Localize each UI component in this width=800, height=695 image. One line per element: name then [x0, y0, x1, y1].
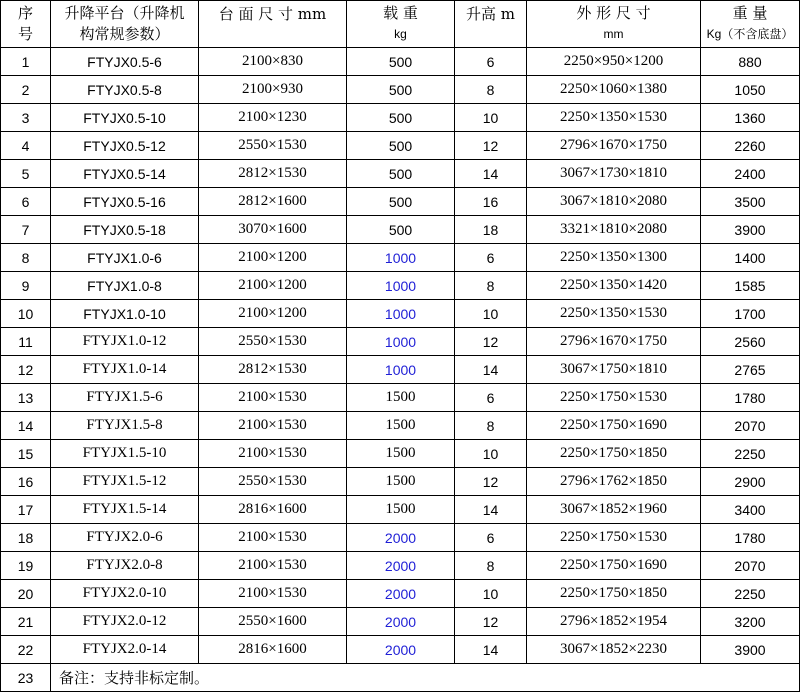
- table-row: [1, 580, 800, 608]
- header-model-line1: 升降平台（升降机: [64, 4, 185, 22]
- table-row: [1, 412, 800, 440]
- row-weight: 3400: [701, 496, 800, 524]
- header-load-line1: 载 重: [383, 4, 418, 22]
- row-height: 18: [455, 216, 527, 244]
- row-platform: 2100×830: [199, 48, 347, 76]
- row-weight: 3500: [701, 188, 800, 216]
- row-load: 1500: [347, 412, 455, 440]
- row-load: 500: [347, 160, 455, 188]
- row-load: 1500: [347, 384, 455, 412]
- header-model: [51, 1, 199, 48]
- row-model: FTYJX0.5-6: [51, 48, 199, 76]
- table-row: [1, 468, 800, 496]
- header-outer-line1: 外 形 尺 寸: [576, 4, 651, 22]
- row-outer-size: 2250×1750×1530: [527, 384, 701, 412]
- row-seq: 15: [1, 440, 51, 468]
- row-platform: 2100×1530: [199, 552, 347, 580]
- row-load: 2000: [347, 580, 455, 608]
- table-row: [1, 104, 800, 132]
- row-height: 6: [455, 244, 527, 272]
- header-load-line2: kg: [394, 27, 407, 41]
- row-model: FTYJX0.5-10: [51, 104, 199, 132]
- row-outer-size: 2250×1750×1530: [527, 524, 701, 552]
- row-height: 8: [455, 412, 527, 440]
- row-load: 500: [347, 76, 455, 104]
- row-height: 6: [455, 384, 527, 412]
- row-model: FTYJX1.5-8: [51, 412, 199, 440]
- row-outer-size: 3067×1852×2230: [527, 636, 701, 664]
- row-seq: 19: [1, 552, 51, 580]
- row-height: 12: [455, 608, 527, 636]
- row-outer-size: 3067×1852×1960: [527, 496, 701, 524]
- row-load: 1000: [347, 244, 455, 272]
- table-row: [1, 300, 800, 328]
- table-row: [1, 216, 800, 244]
- row-platform: 2816×1600: [199, 496, 347, 524]
- row-weight: 1585: [701, 272, 800, 300]
- row-outer-size: 2250×1750×1690: [527, 552, 701, 580]
- table-row: [1, 496, 800, 524]
- row-seq: 6: [1, 188, 51, 216]
- row-load: 500: [347, 104, 455, 132]
- row-height: 10: [455, 440, 527, 468]
- row-weight: 2900: [701, 468, 800, 496]
- row-seq: 7: [1, 216, 51, 244]
- row-weight: 2260: [701, 132, 800, 160]
- table-row: [1, 524, 800, 552]
- row-height: 6: [455, 524, 527, 552]
- row-seq: 16: [1, 468, 51, 496]
- row-model: FTYJX2.0-10: [51, 580, 199, 608]
- row-platform: 2550×1600: [199, 608, 347, 636]
- row-load: 500: [347, 216, 455, 244]
- table-row: [1, 132, 800, 160]
- row-model: FTYJX0.5-8: [51, 76, 199, 104]
- row-seq: 8: [1, 244, 51, 272]
- footer-note: 备注：支持非标定制。: [51, 664, 800, 692]
- table-body: [1, 48, 800, 664]
- header-weight: [701, 1, 800, 48]
- table-row: [1, 440, 800, 468]
- row-platform: 2100×1200: [199, 300, 347, 328]
- row-model: FTYJX1.0-10: [51, 300, 199, 328]
- row-load: 2000: [347, 608, 455, 636]
- table-row: [1, 272, 800, 300]
- header-weight-line2: Kg（不含底盘）: [706, 27, 794, 41]
- row-weight: 1780: [701, 524, 800, 552]
- row-platform: 2100×1200: [199, 244, 347, 272]
- row-load: 1500: [347, 496, 455, 524]
- row-platform: 2812×1530: [199, 160, 347, 188]
- row-outer-size: 2796×1852×1954: [527, 608, 701, 636]
- row-model: FTYJX1.5-10: [51, 440, 199, 468]
- row-height: 14: [455, 636, 527, 664]
- row-weight: 1360: [701, 104, 800, 132]
- row-load: 1500: [347, 468, 455, 496]
- row-height: 8: [455, 552, 527, 580]
- row-model: FTYJX2.0-14: [51, 636, 199, 664]
- row-model: FTYJX0.5-12: [51, 132, 199, 160]
- row-outer-size: 2250×1750×1690: [527, 412, 701, 440]
- row-seq: 18: [1, 524, 51, 552]
- row-model: FTYJX1.5-6: [51, 384, 199, 412]
- row-outer-size: 2250×950×1200: [527, 48, 701, 76]
- row-platform: 2550×1530: [199, 468, 347, 496]
- row-seq: 13: [1, 384, 51, 412]
- row-outer-size: 2796×1670×1750: [527, 328, 701, 356]
- header-seq-line1: 序: [17, 4, 33, 22]
- row-height: 14: [455, 496, 527, 524]
- row-weight: 3200: [701, 608, 800, 636]
- row-outer-size: 2250×1350×1530: [527, 300, 701, 328]
- row-height: 14: [455, 160, 527, 188]
- header-platform: [199, 1, 347, 48]
- row-platform: 2100×1530: [199, 384, 347, 412]
- table-row: [1, 328, 800, 356]
- row-seq: 2: [1, 76, 51, 104]
- row-weight: 2250: [701, 440, 800, 468]
- row-model: FTYJX1.5-14: [51, 496, 199, 524]
- row-model: FTYJX0.5-14: [51, 160, 199, 188]
- row-load: 1000: [347, 300, 455, 328]
- footer-seq: 23: [1, 664, 51, 692]
- row-weight: 2560: [701, 328, 800, 356]
- header-outer: [527, 1, 701, 48]
- row-weight: 2070: [701, 412, 800, 440]
- row-outer-size: 2796×1670×1750: [527, 132, 701, 160]
- row-height: 6: [455, 48, 527, 76]
- row-model: FTYJX0.5-18: [51, 216, 199, 244]
- row-load: 2000: [347, 552, 455, 580]
- row-platform: 2100×930: [199, 76, 347, 104]
- row-load: 500: [347, 188, 455, 216]
- row-height: 16: [455, 188, 527, 216]
- row-weight: 2765: [701, 356, 800, 384]
- table-row: [1, 636, 800, 664]
- row-weight: 1400: [701, 244, 800, 272]
- row-height: 8: [455, 272, 527, 300]
- row-height: 8: [455, 76, 527, 104]
- row-outer-size: 2250×1750×1850: [527, 440, 701, 468]
- table-row: [1, 48, 800, 76]
- row-height: 14: [455, 356, 527, 384]
- row-outer-size: 2250×1350×1420: [527, 272, 701, 300]
- row-seq: 17: [1, 496, 51, 524]
- row-outer-size: 2796×1762×1850: [527, 468, 701, 496]
- row-platform: 3070×1600: [199, 216, 347, 244]
- row-seq: 9: [1, 272, 51, 300]
- row-platform: 2100×1530: [199, 440, 347, 468]
- row-height: 12: [455, 132, 527, 160]
- row-weight: 3900: [701, 216, 800, 244]
- row-outer-size: 3067×1750×1810: [527, 356, 701, 384]
- row-model: FTYJX1.0-14: [51, 356, 199, 384]
- row-seq: 10: [1, 300, 51, 328]
- row-weight: 2400: [701, 160, 800, 188]
- header-height-label: 升高 m: [466, 5, 515, 23]
- row-load: 2000: [347, 636, 455, 664]
- header-platform-label: 台 面 尺 寸 mm: [218, 5, 327, 23]
- row-seq: 5: [1, 160, 51, 188]
- row-height: 10: [455, 104, 527, 132]
- row-outer-size: 2250×1750×1850: [527, 580, 701, 608]
- row-weight: 2070: [701, 552, 800, 580]
- row-height: 12: [455, 468, 527, 496]
- header-outer-line2: mm: [603, 27, 624, 41]
- row-load: 500: [347, 48, 455, 76]
- row-model: FTYJX1.0-6: [51, 244, 199, 272]
- row-load: 1000: [347, 328, 455, 356]
- row-model: FTYJX2.0-6: [51, 524, 199, 552]
- row-outer-size: 2250×1060×1380: [527, 76, 701, 104]
- header-load: [347, 1, 455, 48]
- row-outer-size: 2250×1350×1300: [527, 244, 701, 272]
- row-model: FTYJX2.0-12: [51, 608, 199, 636]
- row-platform: 2100×1200: [199, 272, 347, 300]
- row-platform: 2550×1530: [199, 328, 347, 356]
- row-height: 10: [455, 300, 527, 328]
- row-outer-size: 3321×1810×2080: [527, 216, 701, 244]
- row-platform: 2100×1530: [199, 524, 347, 552]
- row-platform: 2100×1230: [199, 104, 347, 132]
- row-height: 12: [455, 328, 527, 356]
- row-seq: 1: [1, 48, 51, 76]
- row-platform: 2812×1530: [199, 356, 347, 384]
- row-seq: 22: [1, 636, 51, 664]
- table-row: [1, 244, 800, 272]
- row-weight: 1700: [701, 300, 800, 328]
- table-row: [1, 608, 800, 636]
- row-outer-size: 3067×1730×1810: [527, 160, 701, 188]
- table-row: [1, 384, 800, 412]
- row-outer-size: 3067×1810×2080: [527, 188, 701, 216]
- table-row: [1, 552, 800, 580]
- row-platform: 2816×1600: [199, 636, 347, 664]
- table-row: [1, 356, 800, 384]
- row-seq: 14: [1, 412, 51, 440]
- row-weight: 1780: [701, 384, 800, 412]
- row-weight: 3900: [701, 636, 800, 664]
- header-row: [1, 1, 800, 48]
- row-seq: 11: [1, 328, 51, 356]
- footer-row: [1, 664, 800, 692]
- row-seq: 12: [1, 356, 51, 384]
- row-seq: 21: [1, 608, 51, 636]
- table-row: [1, 160, 800, 188]
- row-load: 2000: [347, 524, 455, 552]
- row-load: 500: [347, 132, 455, 160]
- header-seq: [1, 1, 51, 48]
- row-platform: 2812×1600: [199, 188, 347, 216]
- row-model: FTYJX1.0-8: [51, 272, 199, 300]
- header-model-line2: 构常规参数）: [79, 25, 170, 43]
- row-load: 1500: [347, 440, 455, 468]
- row-seq: 3: [1, 104, 51, 132]
- header-seq-line2: 号: [17, 25, 33, 43]
- row-seq: 20: [1, 580, 51, 608]
- row-platform: 2100×1530: [199, 412, 347, 440]
- row-load: 1000: [347, 356, 455, 384]
- row-load: 1000: [347, 272, 455, 300]
- row-model: FTYJX1.5-12: [51, 468, 199, 496]
- row-outer-size: 2250×1350×1530: [527, 104, 701, 132]
- row-height: 10: [455, 580, 527, 608]
- header-height: [455, 1, 527, 48]
- header-weight-line1: 重 量: [732, 4, 768, 22]
- row-seq: 4: [1, 132, 51, 160]
- table-row: [1, 76, 800, 104]
- row-platform: 2100×1530: [199, 580, 347, 608]
- row-platform: 2550×1530: [199, 132, 347, 160]
- row-model: FTYJX2.0-8: [51, 552, 199, 580]
- row-weight: 880: [701, 48, 800, 76]
- row-weight: 1050: [701, 76, 800, 104]
- row-weight: 2250: [701, 580, 800, 608]
- table-row: [1, 188, 800, 216]
- row-model: FTYJX0.5-16: [51, 188, 199, 216]
- row-model: FTYJX1.0-12: [51, 328, 199, 356]
